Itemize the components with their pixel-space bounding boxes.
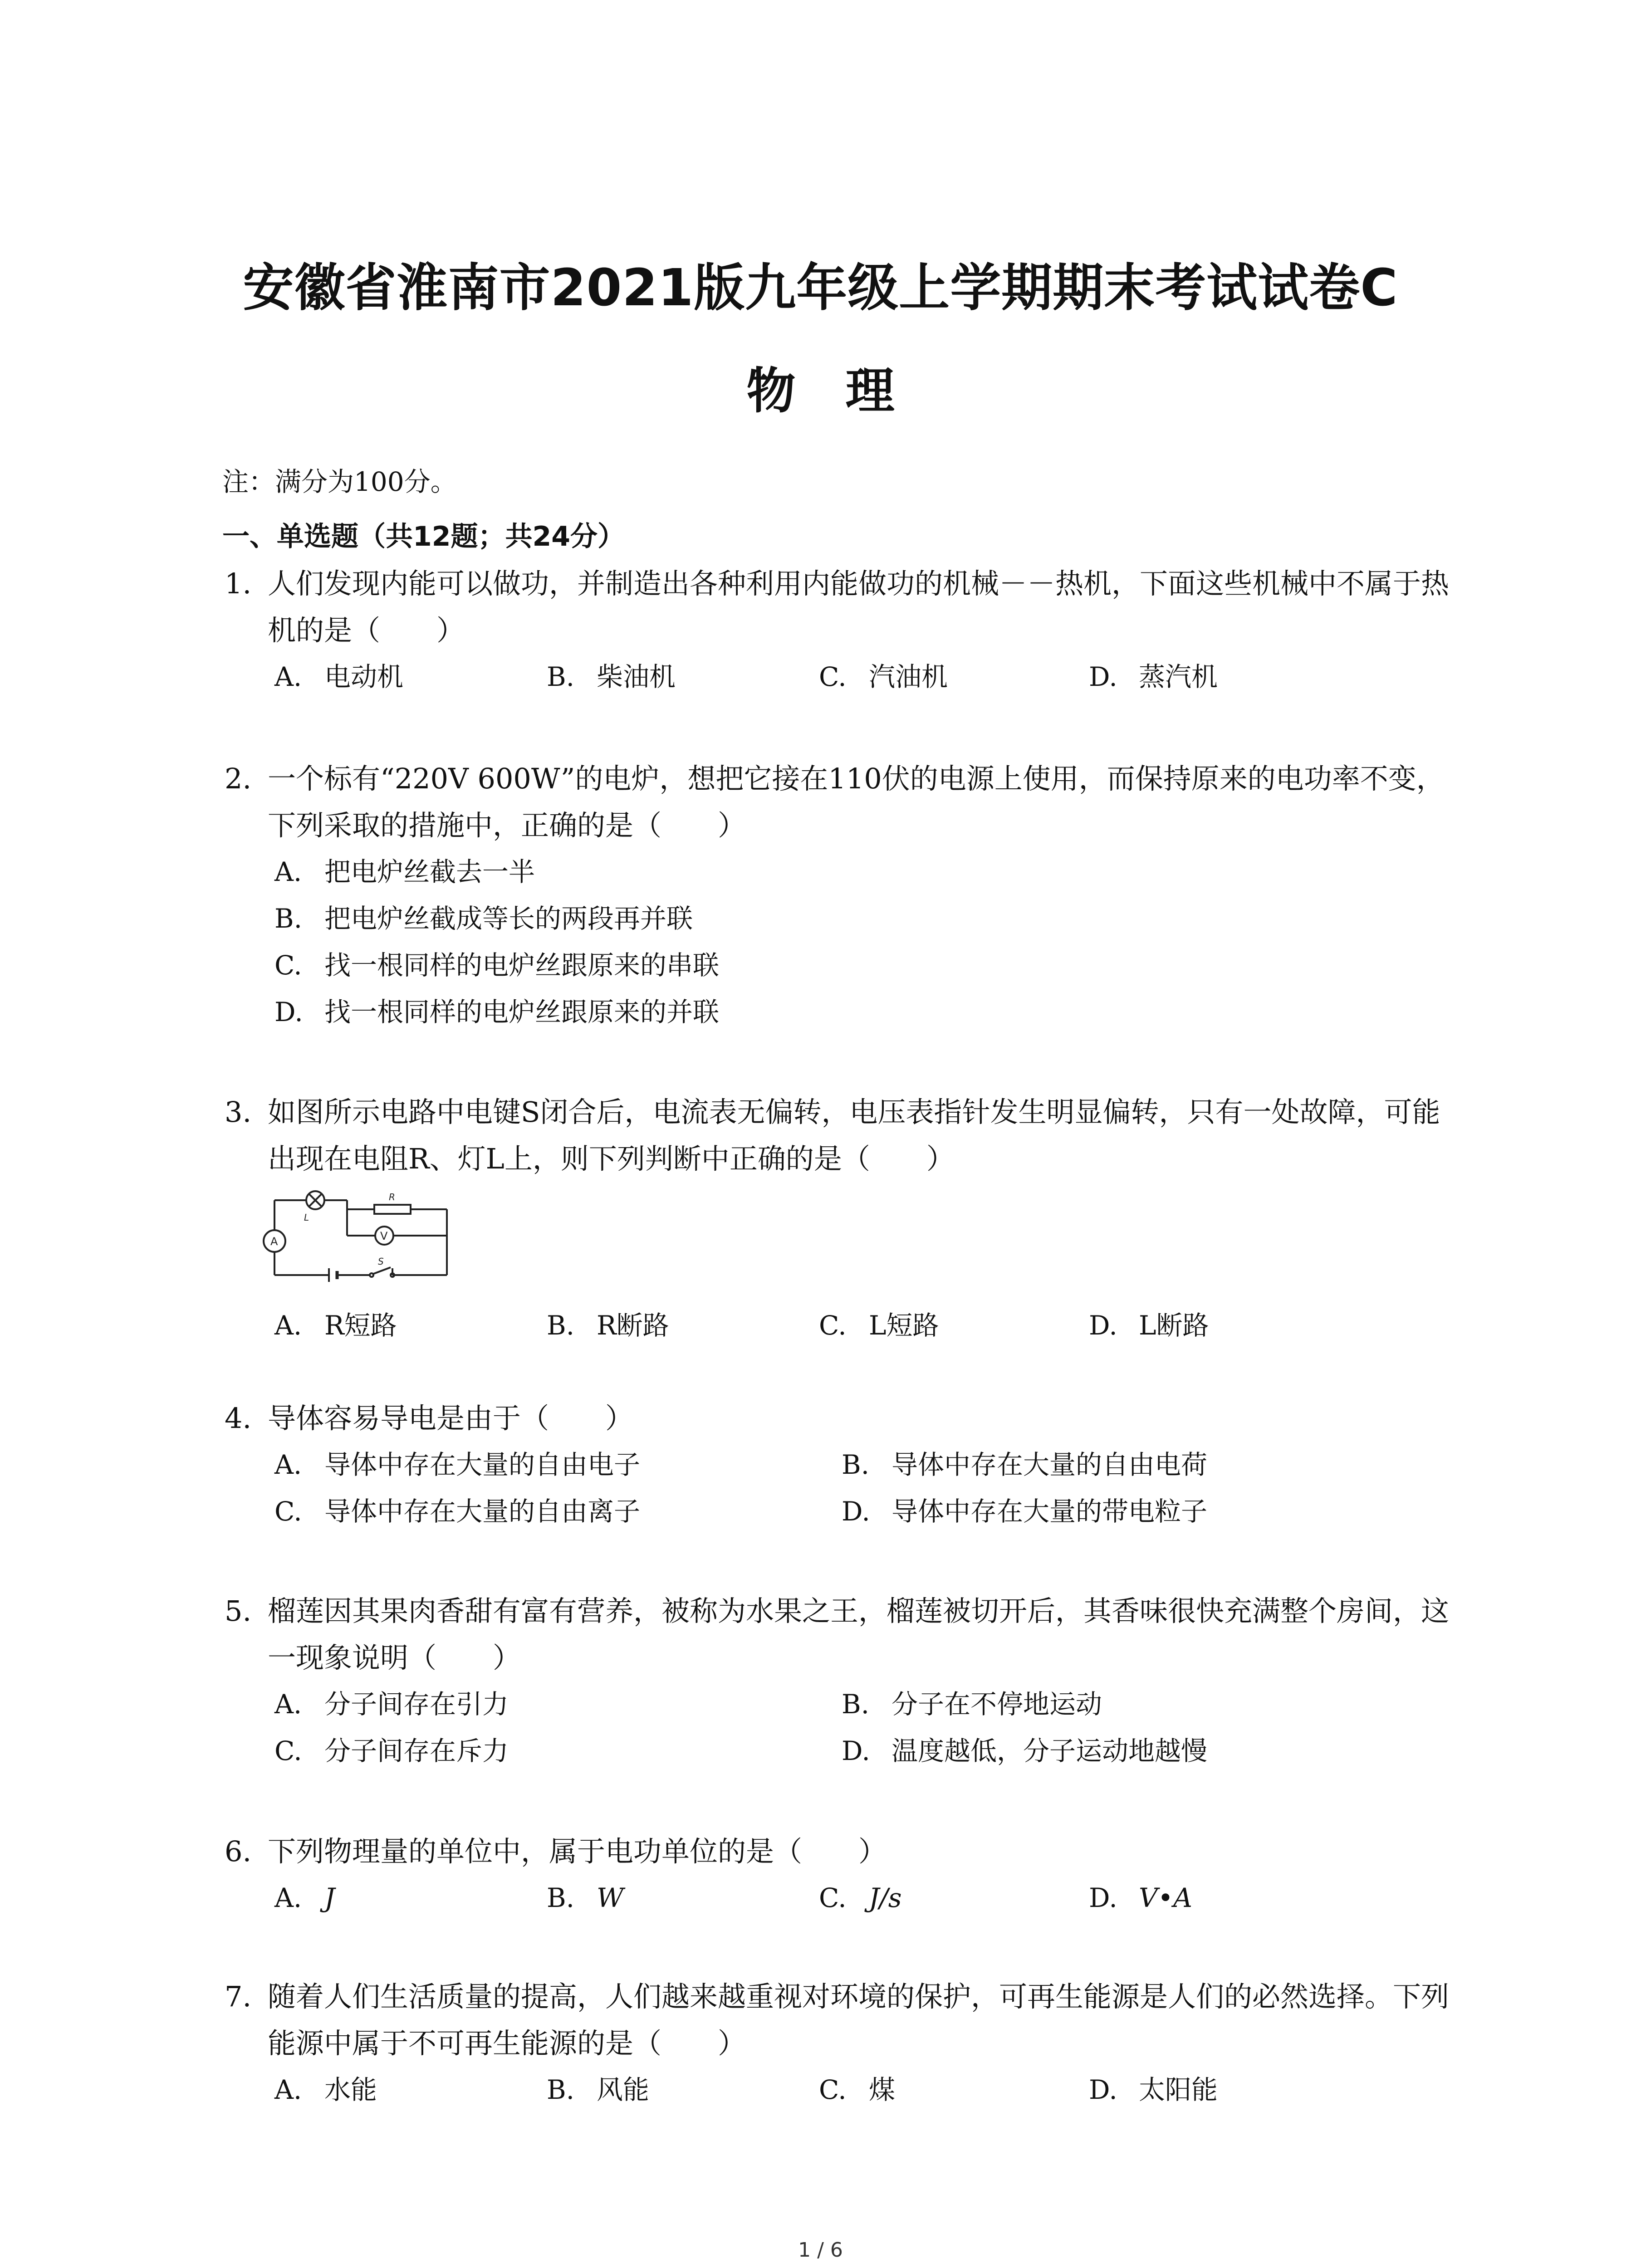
options-row [225,989,1450,1036]
option-a: A. R短路 [274,1310,397,1341]
question-number: 7. [225,1980,252,2013]
question-text: 下列物理量的单位中，属于电功单位的是（ ） [268,1835,887,1868]
question-stem [225,1973,1450,2067]
option-a: A. 把电炉丝截去一半 [274,856,535,887]
question-number: 4. [225,1402,252,1435]
option-a: A. 分子间存在引力 [274,1689,509,1720]
option-c: C. 找一根同样的电炉丝跟原来的串联 [274,950,720,981]
option-c: C. 导体中存在大量的自由离子 [274,1496,641,1527]
resistor-label: R [389,1192,395,1202]
options-row [225,654,1450,700]
options-row [225,849,1450,895]
option-c: C. 分子间存在斥力 [274,1735,509,1766]
option-b: B. 柴油机 [547,661,676,692]
option-b: B. R断路 [547,1310,669,1341]
question-text: 如图所示电路中电键S闭合后，电流表无偏转，电压表指针发生明显偏转，只有一处故障，可能出现在电阻R、灯L上，则下列判断中正确的是（ ） [268,1095,1440,1175]
question-6 [225,1828,1450,1921]
option-b: B. 分子在不停地运动 [842,1689,1102,1720]
options-row [225,1875,1450,1921]
options-row [225,1488,1450,1535]
question-stem [225,755,1450,849]
question-stem [225,1828,1450,1875]
question-text: 榴莲因其果肉香甜有富有营养，被称为水果之王，榴莲被切开后，其香味很快充满整个房间，这一现象说明（ ） [268,1594,1450,1674]
question-stem [225,1089,1450,1182]
question-5 [225,1588,1450,1774]
question-number: 1. [225,567,252,600]
option-d: D. 温度越低，分子运动地越慢 [842,1735,1208,1766]
question-stem [225,560,1450,654]
option-d: D. 导体中存在大量的带电粒子 [842,1496,1208,1527]
option-d: D. V•A [1089,1882,1192,1913]
option-b: B. 导体中存在大量的自由电荷 [842,1449,1208,1480]
options-row [225,942,1450,989]
options-row [225,1681,1450,1728]
question-7 [225,1973,1450,2113]
option-c: C. J/s [819,1882,902,1913]
question-text: 随着人们生活质量的提高，人们越来越重视对环境的保护，可再生能源是人们的必然选择。下列能源中属于不可再生能源的是（ ） [268,1980,1450,2060]
option-a: A. 水能 [274,2074,377,2105]
subject-heading: 物理 [746,363,945,420]
question-stem [225,1395,1450,1442]
ammeter-label: A [270,1235,278,1248]
question-number: 5. [225,1594,252,1628]
option-d: D. 找一根同样的电炉丝跟原来的并联 [274,997,720,1027]
question-text: 人们发现内能可以做功，并制造出各种利用内能做功的机械－－热机，下面这些机械中不属于热机的是（ ） [268,567,1450,647]
options-row [225,2067,1450,2113]
option-a: A. J [274,1882,335,1913]
option-d: D. 太阳能 [1089,2074,1218,2105]
voltmeter-label: V [380,1230,388,1242]
question-number: 2. [225,762,252,795]
option-c: C. 煤 [819,2074,896,2105]
section-heading: 一、单选题（共12题；共24分） [222,521,625,552]
question-stem [225,1588,1450,1681]
exam-title: 安徽省淮南市2021版九年级上学期期末考试试卷C [243,259,1398,318]
option-b: B. 把电炉丝截成等长的两段再并联 [274,903,693,934]
option-d: D. L断路 [1089,1310,1209,1341]
question-text: 导体容易导电是由于（ ） [268,1402,634,1435]
option-c: C. 汽油机 [819,661,948,692]
option-a: A. 电动机 [274,661,404,692]
options-row [225,895,1450,942]
option-a: A. 导体中存在大量的自由电子 [274,1449,641,1480]
option-b: B. 风能 [547,2074,650,2105]
options-row [225,1728,1450,1774]
question-3 [225,1089,1450,1349]
option-b: B. W [547,1882,624,1913]
page-number: 1 / 6 [798,2239,843,2262]
circuit-diagram [261,1187,460,1282]
question-number: 6. [225,1835,252,1868]
options-row [225,1302,1450,1349]
question-2 [225,755,1450,1036]
lamp-label: L [304,1212,309,1223]
question-number: 3. [225,1095,252,1129]
option-d: D. 蒸汽机 [1089,661,1218,692]
question-4 [225,1395,1450,1535]
score-note: 注：满分为100分。 [222,466,457,497]
options-row [225,1442,1450,1488]
option-c: C. L短路 [819,1310,939,1341]
question-1 [225,560,1450,700]
switch-label: S [378,1256,384,1267]
question-text: 一个标有“220V 600W”的电炉，想把它接在110伏的电源上使用，而保持原来的电功率不变，下列采取的措施中，正确的是（ ） [268,762,1445,842]
